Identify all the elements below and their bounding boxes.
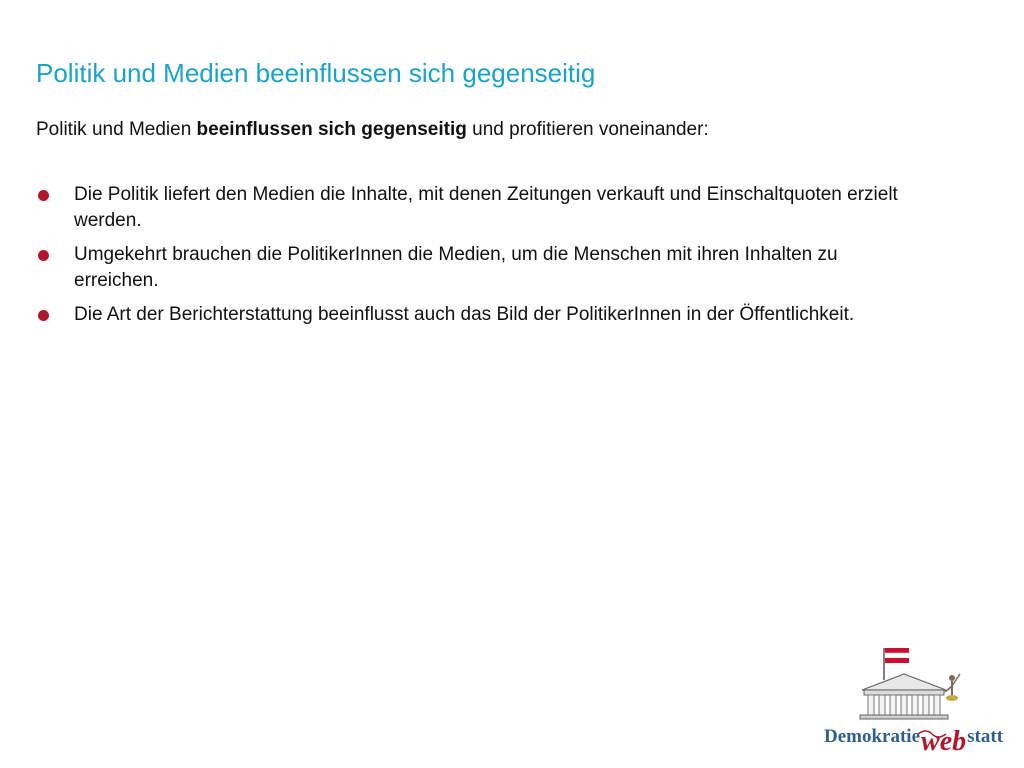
intro-text	[36, 117, 709, 143]
intro-after: und profitieren voneinander:	[466, 119, 709, 140]
bullet-text: Die Art der Berichterstattung beeinflusst auch das Bild der PolitikerInnen in der Öffentlichkeit.	[74, 304, 855, 325]
bullet-list	[36, 182, 906, 336]
intro-bold: beeinflussen sich gegenseitig	[196, 119, 467, 140]
slide-title: Politik und Medien beeinflussen sich gegenseitig	[36, 58, 596, 88]
bullet-dot-icon	[38, 250, 49, 261]
demokratiewebstatt-logo	[818, 640, 1014, 758]
bullet-item	[36, 242, 906, 294]
bullet-item	[36, 182, 906, 234]
intro-before: Politik und Medien	[36, 119, 197, 140]
bullet-dot-icon	[38, 310, 49, 321]
logo-wordmark	[824, 718, 1004, 757]
bullet-text: Die Politik liefert den Medien die Inhalte, mit denen Zeitungen verkauft und Einschaltquoten erzielt werden.	[74, 184, 898, 231]
logo-text-web: web	[921, 726, 967, 757]
bullet-item	[36, 302, 906, 328]
bullet-dot-icon	[38, 190, 49, 201]
logo-text-statt: statt	[967, 726, 1004, 747]
bullet-text: Umgekehrt brauchen die PolitikerInnen die Medien, um die Menschen mit ihren Inhalten zu erreichen.	[74, 244, 838, 291]
logo-text-demokratie: Demokratie	[824, 726, 921, 747]
